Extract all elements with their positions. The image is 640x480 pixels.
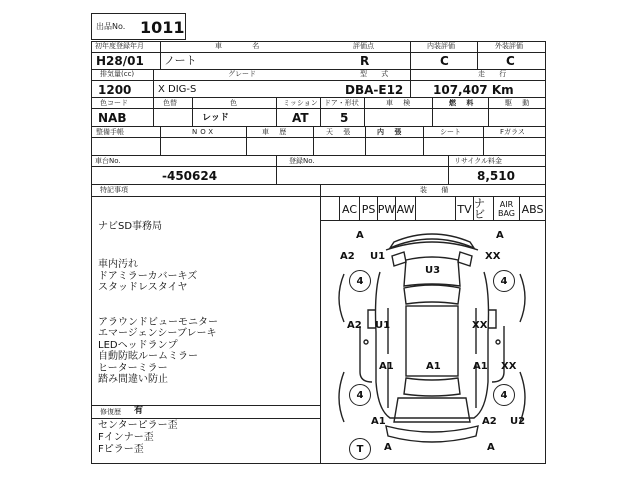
equip-blank [320,197,340,221]
ceiling-label: 天 張 [326,128,355,136]
vline [423,126,424,155]
mission-value: AT [292,111,309,125]
nox-label: NOX [192,128,217,136]
car-name-value: ノート [164,54,197,67]
mark-roof: U3 [425,265,441,276]
mileage-value: 107,407 Km [433,83,514,97]
mark-left-front-door: A2 [347,320,362,331]
vline [276,155,277,184]
hline [91,80,546,81]
interior-eval-label: 内装評価 [427,42,455,50]
remarks-line [98,294,318,306]
remarks-line: ヒーターミラー [98,362,168,374]
mark-right-fender: XX [485,251,501,262]
equip-item [416,197,456,221]
mark-front-bumper-right: A [496,230,504,241]
color-label: 色 [230,99,237,107]
tire-front-right-icon: 4 [493,270,515,292]
inspection-label: 車 検 [386,99,415,107]
color-change-label: 色替 [163,99,177,107]
displacement-label: 排気量(cc) [100,70,135,78]
vline [410,69,411,97]
hline [91,108,546,109]
mark-right-rear-door: A1 [473,361,488,372]
repair-list [98,420,318,456]
equipment-row [320,197,545,221]
remarks-line: スタッドレスタイヤ [98,282,188,293]
remarks-line: ドアミラーカバーキズ [98,270,198,282]
trunk-tag-icon: T [349,438,371,460]
color-code-value: NAB [98,111,127,125]
lot-number: 1011 [140,18,185,37]
mark-left-fender: A2 [340,251,355,262]
vline [448,155,449,184]
remarks-line [98,233,318,246]
recycle-value: 8,510 [477,169,515,183]
remarks-line: ナビSD事務局 [98,221,163,232]
hline [91,405,320,406]
hline [91,166,546,167]
registration-label: 登録No. [289,157,315,165]
vline [364,97,365,126]
remarks-line: LEDヘッドランプ [98,339,178,351]
vline [153,69,154,97]
drive-label: 駆 動 [505,99,534,107]
vline [432,97,433,126]
vline [153,97,154,126]
vline [410,41,411,69]
color-code-label: 色コード [100,99,128,107]
mileage-label: 走 行 [478,70,513,78]
model-label: 型 式 [360,70,395,78]
remarks-line: エマージェンシーブレーキ [98,328,217,339]
equip-item: AC [340,197,360,221]
chassis-label: 車台No. [95,157,121,165]
fuel-label: 燃 料 [449,99,478,107]
car-name-label: 車 名 [215,42,274,50]
mark-left-rear-door: A1 [379,361,394,372]
mark-left-pillar: U1 [375,320,391,331]
recycle-label: リサイクル料金 [454,157,503,165]
exterior-eval-value: C [506,54,515,68]
vline [160,41,161,69]
mark-right-quarter-extra: U2 [510,416,526,427]
vline [276,97,277,126]
hline [91,155,546,156]
grade-label: グレード [228,70,256,78]
history-label: 車 歴 [262,128,291,136]
repair-label: 修復歴 [100,408,121,416]
mark-right-front-door: XX [472,320,488,331]
score-label: 評価点 [353,42,374,50]
vline [365,126,366,155]
remarks-list [98,220,318,386]
interior-eval-value: C [440,54,449,68]
hline [91,184,546,185]
remarks-label: 特記事項 [100,186,128,194]
grade-value: X DIG-S [158,84,197,95]
doors-label: ドア・形状 [324,99,359,107]
vline [320,97,321,126]
vline [192,97,193,126]
mark-left-quarter: A1 [371,416,386,427]
rear-bumper-shape [386,426,478,442]
lot-label: 出品No. [96,22,126,31]
equipment-label: 装 備 [420,186,455,194]
remarks-line: 自動防眩ルームミラー [98,351,198,362]
repair-line: Fインナー歪 [98,432,154,443]
hline [91,97,546,98]
mark-rear-bumper-left: A [384,442,392,453]
score-value: R [360,54,370,68]
chassis-value: -450624 [162,169,218,183]
first-reg-value: H28/01 [96,54,144,68]
equip-item: PS [360,197,378,221]
mark-rear-bumper-right: A [487,442,495,453]
mark-bonnet-left: U1 [370,251,386,262]
model-value: DBA-E12 [345,83,404,97]
repair-value: 有 [134,406,144,416]
vline [477,41,478,69]
doors-value: 5 [340,111,349,125]
equip-item: AW [396,197,416,221]
mark-right-rear-extra: XX [501,361,517,372]
mark-front-bumper-left: A [356,230,364,241]
remarks-line: アラウンドビューモニター [98,316,218,328]
remarks-line: 踏み間違い防止 [98,374,168,385]
vline [488,97,489,126]
equip-item: ABS [521,202,544,216]
remarks-line: 車内汚れ [98,259,138,270]
mark-center-floor: A1 [426,361,441,372]
tire-rear-left-icon: 4 [349,384,371,406]
remarks-line [98,305,318,317]
tire-front-left-icon: 4 [349,270,371,292]
seat-label: シート [440,128,461,136]
mission-label: ミッション [283,99,318,107]
fglass-label: Fガラス [500,128,525,136]
vline [160,126,161,155]
color-value: レッド [202,113,229,123]
equip-item: AIR BAG [494,197,520,221]
mark-right-quarter: A2 [482,416,497,427]
tire-rear-right-icon: 4 [493,384,515,406]
manual-label: 整備手帳 [96,128,124,136]
remarks-line [98,246,318,259]
equip-item: PW [378,197,396,221]
hline [91,418,320,419]
exterior-eval-label: 外装評価 [495,42,523,50]
lot-box [91,13,186,40]
repair-line: センターピラー歪 [98,420,178,431]
equip-item: TV [456,197,474,221]
vline [313,126,314,155]
vline [246,126,247,155]
interior-trim-label: 内 張 [377,128,406,136]
displacement-value: 1200 [98,83,132,97]
first-reg-label: 初年度登録年月 [95,42,144,50]
equip-item: ナビ [474,197,494,221]
repair-line: Fピラー歪 [98,444,144,455]
vline [483,126,484,155]
